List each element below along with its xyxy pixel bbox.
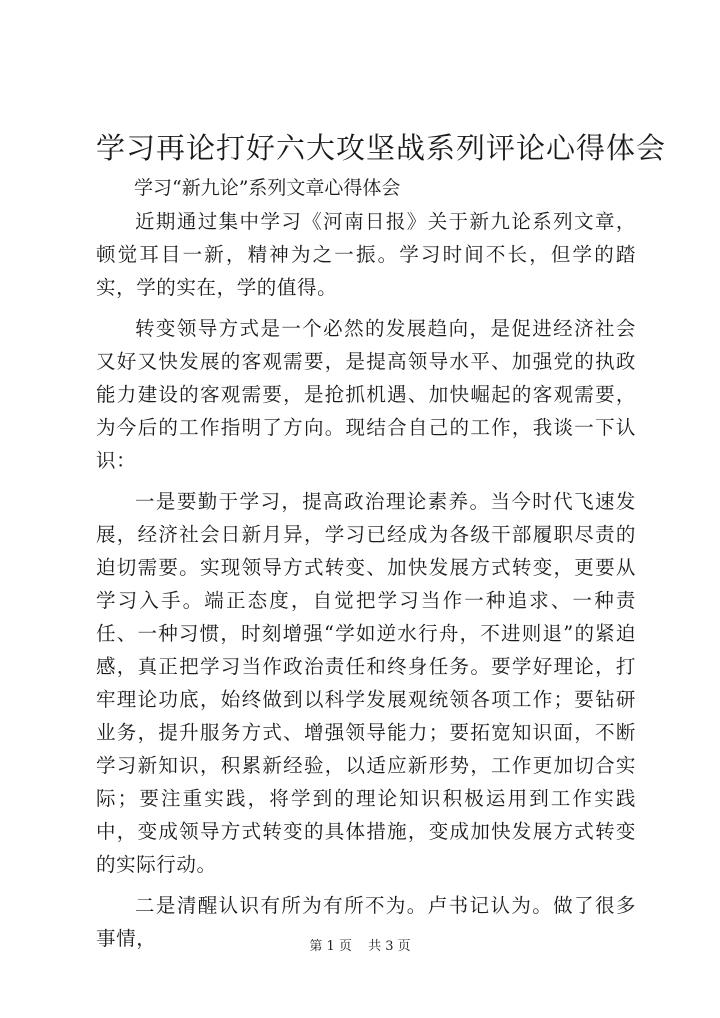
page-total: 共 3 页 [368, 939, 411, 954]
paragraph-intro: 近期通过集中学习《河南日报》关于新九论系列文章，顿觉耳目一新，精神为之一振。学习时间不长，但学的踏实，学的实在，学的值得。 [96, 210, 636, 299]
document-title: 学习再论打好六大攻坚战系列评论心得体会 [96, 131, 667, 165]
page-number: 第 1 页 [309, 939, 352, 954]
document-body [96, 205, 636, 955]
document-subtitle: 学习“新九论”系列文章心得体会 [134, 177, 401, 199]
page-footer [0, 938, 720, 956]
paragraph-point-one: 一是要勤于学习，提高政治理论素养。当今时代飞速发展，经济社会日新月异，学习已经成为各级干部履职尽责的迫切需要。实现领导方式转变、加快发展方式转变，更要从学习入手。端正态度，自觉把学习当作一种追求、一种责任、一种习惯，时刻增强“学如逆水行舟，不进则退”的紧迫感，真正把学习当作政治责任和终身任务。要学好理论，打牢理论功底，始终做到以科学发展观统领各项工作；要钻研业务，提升服务方式、增强领导能力；要拓宽知识面，不断学习新知识，积累新经验，以适应新形势，工作更加切合实际；要注重实践，将学到的理论知识积极运用到工作实践中，变成领导方式转变的具体措施，变成加快发展方式转变的实际行动。 [96, 490, 636, 876]
paragraph-point-two: 二是清醒认识有所为有所不为。卢书记认为。做了很多事情， [96, 894, 636, 950]
paragraph-leadership: 转变领导方式是一个必然的发展趋向，是促进经济社会又好又快发展的客观需要，是提高领导水平、加强党的执政能力建设的客观需要，是抢抓机遇、加快崛起的客观需要，为今后的工作指明了方向。现结合自己的工作，我谈一下认识： [96, 317, 636, 472]
